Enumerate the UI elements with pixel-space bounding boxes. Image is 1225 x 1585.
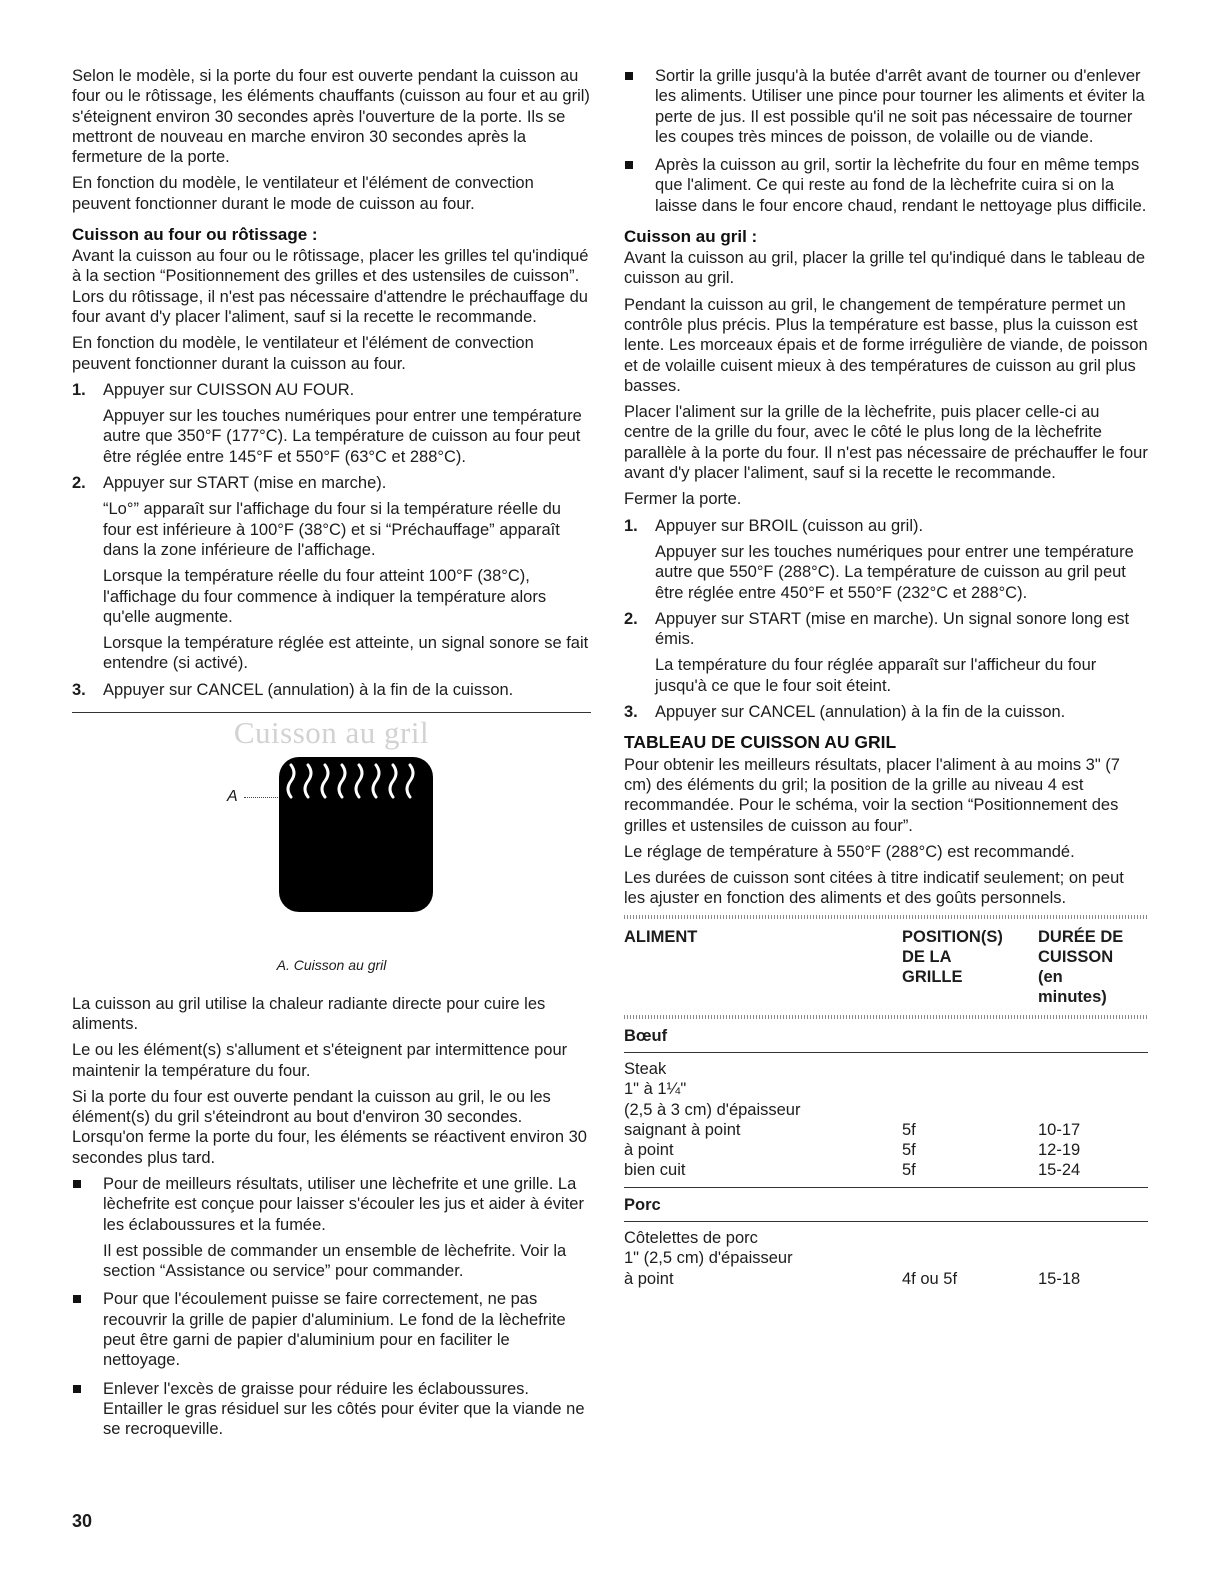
bullet-text: Après la cuisson au gril, sortir la lèchefrite du four en même temps que l'aliment. Ce qui reste au fond de la lèchefrite cuira si on la laisse dans le four encore chaud, rendant le nettoyage plus difficile. <box>655 156 1147 215</box>
step-text: Appuyer sur CUISSON AU FOUR. <box>103 380 355 399</box>
step-text: Lorsque la température réelle du four atteint 100°F (38°C), l'affichage du four commence à indiquer la température alors qu'elle augmente. <box>103 567 547 626</box>
bake-heading: Cuisson au four ou rôtissage : <box>72 225 318 245</box>
table-row <box>624 1269 1148 1289</box>
step-item <box>624 609 1148 696</box>
step-text: Appuyer sur les touches numériques pour entrer une température autre que 550°F (288°C). La température de cuisson au gril peut être réglée entre 450°F et 550°F (232°C et 288°C). <box>655 542 1134 602</box>
step-number: 1. <box>72 380 86 399</box>
bake-section <box>72 246 591 374</box>
bullet-text: Sortir la grille jusqu'à la butée d'arrêt avant de tourner ou d'enlever les aliments. Utiliser une pince pour tourner les aliments et éviter la perte de jus. Il est possible qu'il ne soit pas nécessaire de tourner les coupes très minces de poisson, de volaille ou de viande. <box>655 67 1145 146</box>
paragraph: Les durées de cuisson sont citées à titre indicatif seulement; on peut les ajuster en fonction des aliments et des goûts personnels. <box>624 869 1124 908</box>
table-cell: 15-18 <box>1038 1269 1081 1288</box>
table-cell: 12-19 <box>1038 1141 1081 1160</box>
step-item <box>624 702 1148 722</box>
table-row <box>624 1228 1148 1248</box>
table-cell <box>902 1228 1038 1248</box>
table-row <box>624 1059 1148 1079</box>
paragraph: Avant la cuisson au gril, placer la grille tel qu'indiqué dans le tableau de cuisson au gril. <box>624 249 1146 288</box>
table-cell: saignant à point <box>624 1120 741 1139</box>
table-cell <box>902 1100 1038 1120</box>
table-cell: 5f <box>902 1120 916 1139</box>
table-cell: bien cuit <box>624 1161 686 1180</box>
square-bullet-icon <box>625 72 633 80</box>
step-number: 2. <box>72 474 86 493</box>
intro-section <box>72 66 591 214</box>
table-cell: 15-24 <box>1038 1161 1081 1180</box>
page-number: 30 <box>72 1511 93 1531</box>
table-cell <box>902 1079 1038 1099</box>
table-cell <box>1038 1228 1148 1248</box>
broil-instructions <box>624 248 1148 510</box>
table-cell <box>1038 1100 1148 1120</box>
figure-leader-line <box>244 797 280 798</box>
step-text: Appuyer sur les touches numériques pour entrer une température autre que 350°F (177°C). La température de cuisson au four peut être réglée entre 145°F et 550°F (63°C et 288°C). <box>103 407 582 466</box>
step-text: Appuyer sur CANCEL (annulation) à la fin de la cuisson. <box>655 703 1066 722</box>
step-text: Appuyer sur START (mise en marche). Un signal sonore long est émis. <box>655 609 1130 649</box>
broil-figure <box>72 757 591 957</box>
paragraph: Avant la cuisson au four ou le rôtissage, placer les grilles tel qu'indiqué à la section “Positionnement des grilles et des ustensiles de cuisson”. Lors du rôtissage, il n'est pas nécessaire d'attendre le préchauffage du four avant d'y placer l'aliment, sauf si la recette le recommande. <box>72 247 589 326</box>
table-cell: 1" (2,5 cm) d'épaisseur <box>624 1249 793 1268</box>
table-row <box>624 1079 1148 1099</box>
paragraph: Le ou les élément(s) s'allument et s'éteignent par intermittence pour maintenir la température du four. <box>72 1041 568 1080</box>
paragraph: Si la porte du four est ouverte pendant la cuisson au gril, le ou les élément(s) du gril s'éteindront au bout d'environ 30 secondes. Lorsqu'on ferme la porte du four, les éléments se réactivent environ 30 secondes plus tard. <box>72 1087 587 1167</box>
broil-tips-list <box>72 1174 591 1440</box>
bullet-text: Pour que l'écoulement puisse se faire correctement, ne pas recouvrir la grille de papier d'aluminium. Le fond de la lèchefrite peut être garni de papier d'aluminium pour en faciliter le nettoyage. <box>103 1290 566 1370</box>
bullet-item <box>72 1174 591 1281</box>
bullet-text: Pour de meilleurs résultats, utiliser une lèchefrite et une grille. La lèchefrite est conçue pour laisser s'écouler les jus et aider à éviter les éclaboussures et la fumée. <box>103 1174 584 1234</box>
step-text: Appuyer sur BROIL (cuisson au gril). <box>655 516 924 535</box>
bullet-text: Enlever l'excès de graisse pour réduire les éclaboussures. Entailler le gras résiduel sur les côtés pour éviter que la viande ne se recroqueville. <box>103 1379 585 1439</box>
table-cell: 5f <box>902 1141 916 1160</box>
step-text: La température du four réglée apparaît sur l'afficheur du four jusqu'à ce que le four soit éteint. <box>655 656 1097 695</box>
bullet-item <box>72 1379 591 1440</box>
broil-tips-list-continued <box>624 66 1148 216</box>
table-category: Porc <box>624 1188 1148 1222</box>
oven-broil-element-illustration <box>277 757 435 915</box>
step-item <box>72 680 591 700</box>
table-row <box>624 1120 1148 1140</box>
left-column <box>72 66 591 1448</box>
table-cell <box>902 1248 1038 1268</box>
figure-caption: A. Cuisson au gril <box>276 957 387 974</box>
step-text: Appuyer sur START (mise en marche). <box>103 474 387 493</box>
step-number: 1. <box>624 516 638 535</box>
square-bullet-icon <box>73 1180 81 1188</box>
table-category: Bœuf <box>624 1019 1148 1053</box>
figure-label-a: A <box>227 788 238 806</box>
table-row <box>624 1140 1148 1160</box>
header-duree: DURÉE DE CUISSON (en minutes) <box>1038 927 1124 1006</box>
paragraph: Pendant la cuisson au gril, le changement de température permet un contrôle plus précis. Plus la température est basse, plus la cuisson est lente. Les morceaux épais et de forme irrégulière de viande, de poisson et de volaille cuisent mieux à des températures de cuisson au gril plus basses. <box>624 295 1148 395</box>
table-cell: Steak <box>624 1059 667 1078</box>
section-divider <box>72 712 591 713</box>
step-item <box>624 516 1148 603</box>
bullet-item <box>624 66 1148 147</box>
table-row <box>624 1248 1148 1268</box>
broil-heading: Cuisson au gril : <box>624 227 758 247</box>
figure-title: Cuisson au gril <box>233 715 430 751</box>
table-cell <box>1038 1079 1148 1099</box>
table-group-rows <box>624 1053 1148 1187</box>
paragraph: Placer l'aliment sur la grille de la lèchefrite, puis placer celle-ci au centre de la grille du four, avec le côté le plus long de la lèchefrite parallèle à la porte du four. Il n'est pas nécessaire de préchauffer le four avant d'y placer l'aliment, sauf si la recette le recommande. <box>624 403 1148 483</box>
bake-steps <box>72 380 591 700</box>
paragraph: Pour obtenir les meilleurs résultats, placer l'aliment à au moins 3" (7 cm) des éléments du gril; la position de la grille au niveau 4 est recommandée. Pour le schéma, voir la section “Positionnement des grilles et ustensiles de cuisson au four”. <box>624 755 1120 835</box>
square-bullet-icon <box>73 1385 81 1393</box>
table-cell <box>1038 1059 1148 1079</box>
table-cell: 1" à 1¼" <box>624 1080 687 1099</box>
table-cell: Côtelettes de porc <box>624 1229 758 1248</box>
paragraph: En fonction du modèle, le ventilateur et l'élément de convection peuvent fonctionner durant la cuisson au four. <box>72 334 534 373</box>
table-row <box>624 1160 1148 1180</box>
paragraph: En fonction du modèle, le ventilateur et l'élément de convection peuvent fonctionner durant le mode de cuisson au four. <box>72 174 534 213</box>
paragraph: Le réglage de température à 550°F (288°C) est recommandé. <box>624 842 1075 861</box>
step-text: “Lo°” apparaît sur l'affichage du four si la température réelle du four est inférieure à 100°F (38°C) et si “Préchauffage” apparaît dans la zone inférieure de l'affichage. <box>103 500 561 559</box>
broil-steps <box>624 516 1148 723</box>
bullet-text: Il est possible de commander un ensemble de lèchefrite. Voir la section “Assistance ou service” pour commander. <box>103 1241 567 1281</box>
step-item <box>72 380 591 467</box>
broil-table-heading: TABLEAU DE CUISSON AU GRIL <box>624 732 897 753</box>
table-cell: à point <box>624 1141 674 1160</box>
table-row <box>624 1100 1148 1120</box>
paragraph: Fermer la porte. <box>624 490 742 509</box>
broil-chart-table <box>624 915 1148 1295</box>
table-cell: 10-17 <box>1038 1120 1081 1139</box>
table-group-rows <box>624 1222 1148 1295</box>
step-item <box>72 473 591 674</box>
step-text: Lorsque la température réglée est atteinte, un signal sonore se fait entendre (si activé). <box>103 634 589 673</box>
step-number: 3. <box>624 703 638 722</box>
table-cell: à point <box>624 1269 674 1288</box>
table-cell <box>1038 1248 1148 1268</box>
bullet-item <box>624 155 1148 216</box>
broil-section <box>72 994 591 1168</box>
square-bullet-icon <box>73 1295 81 1303</box>
bullet-item <box>72 1289 591 1370</box>
paragraph: Selon le modèle, si la porte du four est ouverte pendant la cuisson au four ou le rôtissage, les éléments chauffants (cuisson au four et au gril) s'éteignent environ 30 secondes après l'ouverture de la porte. Ils se mettront de nouveau en marche environ 30 secondes après la fermeture de la porte. <box>72 67 590 167</box>
table-cell <box>902 1059 1038 1079</box>
table-cell: 5f <box>902 1161 916 1180</box>
broil-table-intro <box>624 755 1148 909</box>
square-bullet-icon <box>625 161 633 169</box>
right-column <box>624 66 1148 1295</box>
header-aliment: ALIMENT <box>624 927 698 946</box>
table-header-row <box>624 919 1148 1015</box>
step-text: Appuyer sur CANCEL (annulation) à la fin de la cuisson. <box>103 680 514 699</box>
table-cell: (2,5 à 3 cm) d'épaisseur <box>624 1100 801 1119</box>
table-body <box>624 1019 1148 1295</box>
header-position: POSITION(S) DE LA GRILLE <box>902 927 1003 986</box>
step-number: 3. <box>72 680 86 699</box>
table-cell: 4f ou 5f <box>902 1269 958 1288</box>
paragraph: La cuisson au gril utilise la chaleur radiante directe pour cuire les aliments. <box>72 994 546 1033</box>
step-number: 2. <box>624 609 638 628</box>
